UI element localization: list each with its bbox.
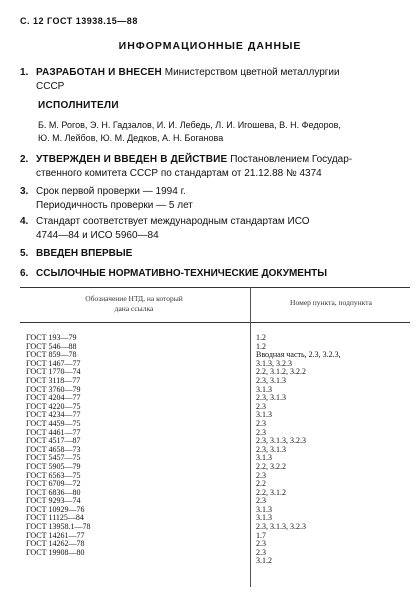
cell-clause: 2.2, 3.1.2 [256, 487, 286, 497]
cell-document: ГОСТ 4220—75 [26, 401, 81, 411]
cell-document: ГОСТ 3760—79 [26, 384, 81, 394]
cell-clause: 3.1.3 [256, 410, 272, 420]
cell-document: ГОСТ 13958.1—78 [26, 522, 91, 532]
section-1-heading: РАЗРАБОТАН И ВНЕСЕН [36, 67, 162, 78]
cell-clause: 2.3 [256, 401, 266, 411]
cell-clause: 2.2 [256, 479, 266, 489]
cell-document: ГОСТ 10929—76 [26, 504, 85, 514]
cell-document: ГОСТ 4461—77 [26, 427, 81, 437]
cell-clause: 2.2, 3.2.2 [256, 461, 286, 471]
table-row [20, 334, 410, 343]
cell-document: ГОСТ 4459—75 [26, 418, 81, 428]
cell-document: ГОСТ 19908—80 [26, 547, 85, 557]
section-6 [20, 267, 410, 281]
section-1-text-line2: СССР [36, 81, 65, 92]
cell-clause: 2.3 [256, 418, 266, 428]
cell-clause: 1.7 [256, 530, 266, 540]
cell-document: ГОСТ 5905—79 [26, 461, 81, 471]
column-header-clause: Номер пункта, подпункта [290, 298, 372, 307]
section-4-line-2: 4744—84 и ИСО 5960—84 [36, 230, 159, 241]
section-3-number: 3. [20, 186, 29, 197]
cell-document: ГОСТ 1770—74 [26, 367, 81, 377]
cell-document: ГОСТ 4234—77 [26, 410, 81, 420]
cell-clause: 3.1.3 [256, 504, 272, 514]
executors-line-2: Ю. М. Лейбов, Ю. М. Дедков, А. Н. Боганова [38, 133, 224, 143]
cell-clause: 2.3, 3.1.3 [256, 375, 286, 385]
section-5 [20, 247, 410, 261]
section-4-number: 4. [20, 216, 29, 227]
section-3 [20, 185, 410, 213]
column-header-document-line-2: дана ссылка [114, 304, 154, 313]
section-2-number: 2. [20, 154, 29, 165]
cell-clause: 3.1.2 [256, 556, 272, 566]
cell-document: ГОСТ 9293—74 [26, 496, 81, 506]
section-2 [20, 153, 410, 181]
cell-document: ГОСТ 6709—72 [26, 479, 81, 489]
cell-clause: 3.1.3 [256, 513, 272, 523]
cell-document: ГОСТ 4658—73 [26, 444, 81, 454]
cell-document: ГОСТ 6563—75 [26, 470, 81, 480]
section-2-text: Постановлением Государ- [230, 154, 353, 165]
page-title: ИНФОРМАЦИОННЫЕ ДАННЫЕ [118, 40, 302, 52]
section-5-number: 5. [20, 248, 29, 259]
cell-document: ГОСТ 4517—87 [26, 436, 81, 446]
cell-clause: 2.3 [256, 470, 266, 480]
section-4 [20, 215, 410, 243]
cell-clause: 2.3 [256, 427, 266, 437]
cell-clause: Вводная часть, 2.3, 3.2.3, [256, 350, 341, 360]
section-2-text-line2: ственного комитета СССР по стандартам от 21.12.88 № 4374 [36, 168, 322, 179]
section-4-line-1: Стандарт соответствует международным стандартам ИСО [36, 216, 310, 227]
cell-document: ГОСТ 193—79 [26, 333, 77, 342]
cell-clause: 2.2, 3.1.2, 3.2.2 [256, 367, 306, 377]
column-header-document [20, 294, 248, 314]
section-1 [20, 66, 410, 94]
cell-clause: 2.3, 3.1.3 [256, 444, 286, 454]
section-3-line-2: Периодичность проверки — 5 лет [36, 200, 193, 211]
section-5-text: ВВЕДЕН ВПЕРВЫЕ [36, 248, 133, 259]
section-6-number: 6. [20, 268, 29, 279]
cell-document: ГОСТ 6836—80 [26, 487, 81, 497]
executors-line-1: Б. М. Рогов, Э. Н. Гадзалов, И. И. Лебедь, Л. И. Игошева, В. Н. Федоров, [38, 120, 341, 130]
cell-clause: 3.1.3 [256, 453, 272, 463]
cell-clause: 3.1.3, 3.2.3 [256, 358, 292, 368]
cell-clause: 2.3 [256, 496, 266, 506]
cell-document: ГОСТ 3118—77 [26, 375, 81, 385]
cell-clause: 2.3, 3.1.3 [256, 393, 286, 403]
cell-clause: 1.2 [256, 333, 266, 342]
table-header [20, 287, 410, 323]
cell-document: ГОСТ 859—78 [26, 350, 77, 360]
section-3-line-1: Срок первой проверки — 1994 г. [36, 186, 186, 197]
cell-document: ГОСТ 5457—75 [26, 453, 81, 463]
cell-clause: 3.1.3 [256, 384, 272, 394]
references-table [20, 287, 410, 587]
section-6-text: ССЫЛОЧНЫЕ НОРМАТИВНО-ТЕХНИЧЕСКИЕ ДОКУМЕНТЫ [36, 268, 328, 279]
cell-clause: 2.3, 3.1.3, 3.2.3 [256, 522, 306, 532]
executors-heading: ИСПОЛНИТЕЛИ [38, 100, 119, 111]
cell-clause: 2.3 [256, 547, 266, 557]
cell-document: ГОСТ 4204—77 [26, 393, 81, 403]
section-1-text: Министерством цветной металлургии [164, 67, 340, 78]
cell-document: ГОСТ 11125—84 [26, 513, 84, 523]
cell-document: ГОСТ 546—88 [26, 341, 77, 351]
cell-document: ГОСТ 14261—77 [26, 530, 85, 540]
table-row [20, 557, 410, 566]
cell-clause: 2.3 [256, 539, 266, 549]
cell-clause: 1.2 [256, 341, 266, 351]
section-2-heading: УТВЕРЖДЕН И ВВЕДЕН В ДЕЙСТВИЕ [36, 154, 228, 165]
cell-document: ГОСТ 14262—78 [26, 539, 85, 549]
section-1-number: 1. [20, 67, 29, 78]
cell-clause: 2.3, 3.1.3, 3.2.3 [256, 436, 306, 446]
cell-document: ГОСТ 1467—77 [26, 358, 81, 368]
column-header-document-line-1: Обозначение НТД, на который [85, 294, 183, 303]
table-row [20, 343, 410, 352]
executors-list [38, 119, 410, 145]
page-header: С. 12 ГОСТ 13938.15—88 [20, 16, 138, 26]
table-body [20, 334, 410, 566]
table-row [20, 549, 410, 558]
